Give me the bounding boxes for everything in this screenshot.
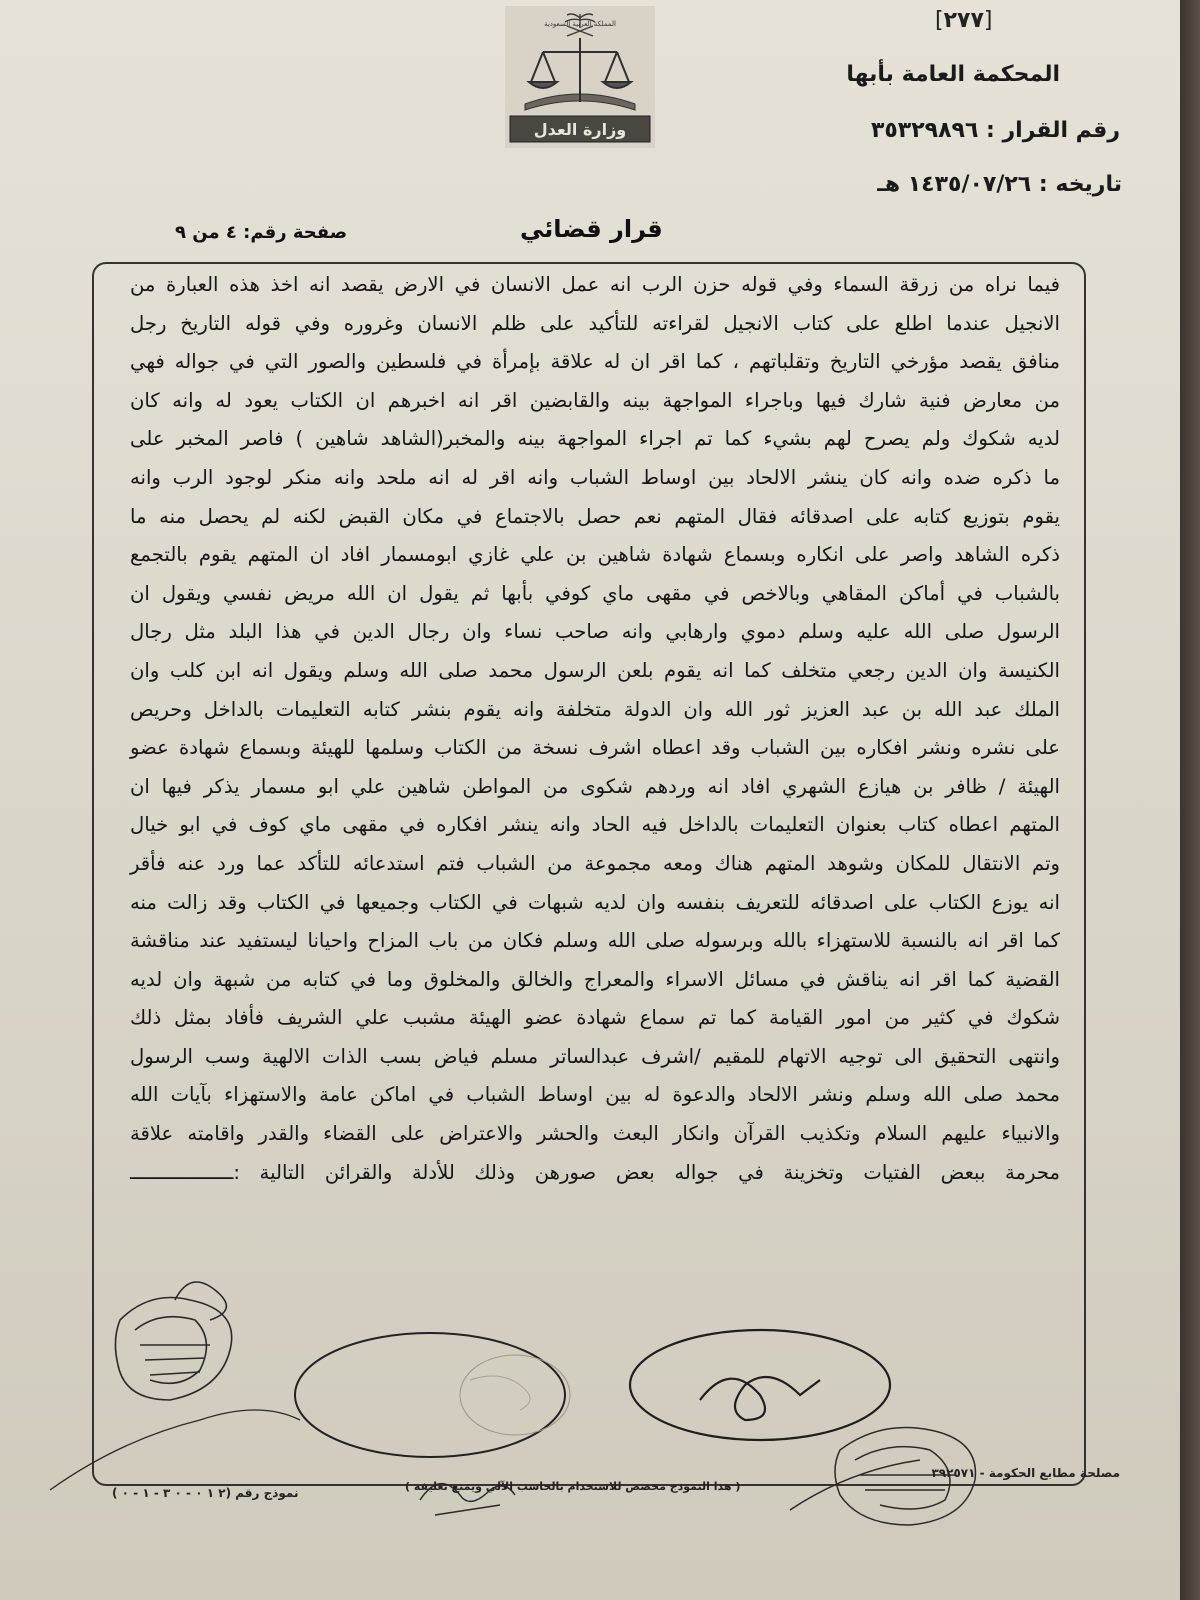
body-line: الملك عبد الله بن عبد العزيز ثور الله وان الدولة متخلفة وانه يقوم بنشر كتابه التعليمات بالداخل وحريص [130,697,1060,721]
body-line: لديه شكوك ولم يصرح لهم بشيء كما تم اجراء المواجهة بينه والمخبر(الشاهد شاهين ) فاصر المخبر على [130,427,1060,451]
body-line: على نشره ونشر افكاره بين الشباب وقد اعطاه اشرف نسخة من الكتاب وسلمها للهيئة وبسماع شهادة عضو [130,736,1060,760]
body-line: المتهم اعطاه كتاب بعنوان التعليمات بالداخل فيه الحاد وانه ينشر افكاره في مقهى ماي كوف في ابو خيال [130,813,1060,837]
body-line: بالشباب في أماكن المقاهي وبالاخص في مقهى ماي كوفي بأبها ثم يقول ان الله مريض نفسي ويقول ان [130,581,1060,605]
body-line: محرمة ببعض الفتيات وتخزينة في جواله بعض صورهن وذلك للأدلة والقرائن التالية :ــــــــــــــــــ [130,1160,1060,1184]
body-line: شكوك في كثير من امور القيامة كما تم سماع شهادة عضو الهيئة مشبب علي الشريف فأفاد بمثل ذلك [130,1006,1060,1030]
body-line: انه يوزع الكتاب على اصدقائه للتعريف بنفسه وان لديه شبهات في الكتاب وجميعها في الكتاب وقد زالت منه [130,890,1060,914]
body-line: الانجيل عندما اطلع على كتاب الانجيل لقراءته للتأكيد على ظلم الانسان وغروره وفي قوله التاريخ رجل [130,311,1060,335]
body-line: منافق يقصد مؤرخي التاريخ وتقلباتهم ، كما اقر ان له علاقة بإمرأة في فلسطين والصور التي في جواله فهي [130,350,1060,374]
middle-signature-oval [295,1333,570,1457]
body-line: محمد صلى الله وسلم ونشر الالحاد والدعوة له بين اوساط الشباب في اماكن عامة والاستهزاء بآيات الله [130,1083,1060,1107]
emblem-kingdom-text: المملكة العربية السعودية [544,20,616,28]
archive-number-value: ٢٧٧ [943,8,984,33]
body-line: وانتهى التحقيق الى توجيه الاتهام للمقيم /اشرف عبدالساتر مسلم فياض بسب الذات الالهية وسب الرسول [130,1044,1060,1068]
decision-date: تاريخه : ١٤٣٥/٠٧/٢٦ هـ [877,172,1122,197]
body-line: القضية كما اقر انه يناقش في مسائل الاسراء والمعراج والخالق والمخلوق وما في كتابه من شبهة وان لديه [130,967,1060,991]
body-line: كما اقر انه بالنسبة للاستهزاء بالله وبرسوله صلى الله وسلم فكان من باب المزاح واحيانا ليستفيد عند مناقشة [130,929,1060,953]
body-line: من معارض فنية شارك فيها وباجراء المواجهة بينه والقابضين اقر انه اخبرهم ان الكتاب يعود له وانه كان [130,388,1060,412]
body-line: ذكره الشاهد واصر على انكاره وبسماع شهادة شاهين بن علي غازي ابومسمار افاد ان المتهم يقوم بالتجمع [130,543,1060,567]
body-line: وتم الانتقال للمكان وشوهد المتهم هناك ومعه مجموعة من الشباب فتم استدعائه للتأكد عما ورد عنه فأقر [130,851,1060,875]
body-line: والانبياء عليهم السلام وتكذيب القرآن وانكار البعث والحشر والاعتراض على القضاء والقدر واقامته علاقة [130,1122,1060,1146]
form-usage-notice: ( هذا النموذج مخصص للاستخدام بالحاسب الآلي ويمنع تغليفه ) [405,1480,741,1493]
body-line: الكنيسة وان الدين رجعي متخلف كما انه يقوم بلعن الرسول محمد صلى الله وسلم ويقول انه ابن كلب وان [130,658,1060,682]
government-press-label: مصلحة مطابع الحكومة - ٣٩٢٥٧١ [931,1466,1120,1480]
archive-number: [٢٧٧] [935,8,993,33]
emblem-ministry-text: وزارة العدل [533,120,627,139]
body-line: الهيئة / ظافر بن هيازع الشهري افاد انه وردهم شكوى من المواطن شاهين علي ابو مسمار يذكر فيها ان [130,774,1060,798]
left-seal-stamp [50,1282,300,1490]
page-number: صفحة رقم: ٤ من ٩ [175,222,348,243]
form-number: نموذج رقم (٢ ١ ٠ - ٠ ٣ - ١ - ٠ ) [112,1486,299,1500]
body-line: ما ذكره ضده وانه كان ينشر الالحاد بين اوساط الشباب وانه اقر له انه ملحد وانه منكر لوجود الرب وانه [130,465,1060,489]
body-line: فيما نراه من زرقة السماء وفي قوله حزن الرب انه عمل الانسان في الارض يقصد انه اخذ هذه العبارة من [130,273,1060,296]
right-signature [630,1330,890,1440]
body-line: يقوم بتوزيع كتابه على اصدقائه فقال المتهم نعم حصل بالاجتماع في مكان القبض لكنه لم يحصل منه ما [130,504,1060,528]
document-title: قرار قضائي [520,215,663,243]
court-name: المحكمة العامة بأبها [846,62,1060,87]
body-line: الرسول صلى الله عليه وسلم دموي وارهابي وانه صاحب نساء وان رجال الدين في هذا البلد مثل رجال [130,620,1060,644]
decision-number: رقم القرار : ٣٥٣٢٩٨٩٦ [870,118,1120,143]
